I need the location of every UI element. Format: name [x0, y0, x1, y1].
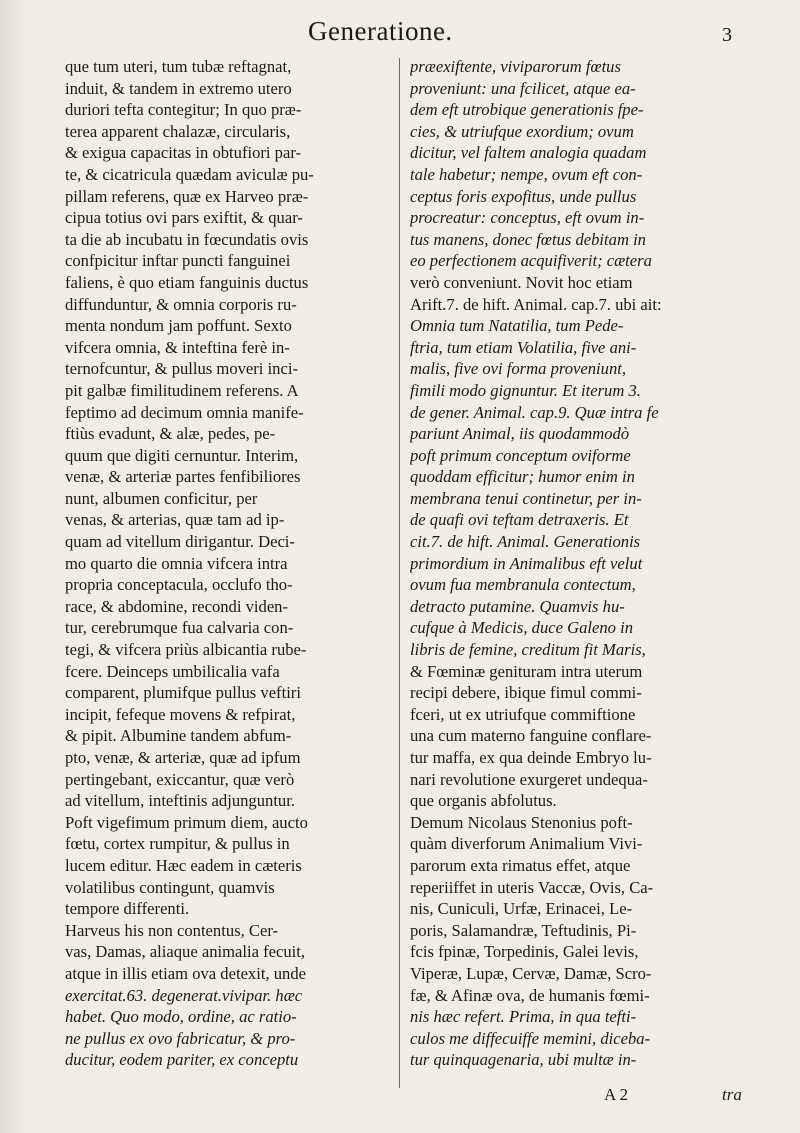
text-line: Viperæ, Lupæ, Cervæ, Damæ, Scro- [410, 963, 652, 983]
signature-mark: A 2 [604, 1085, 629, 1104]
text-line: cit.7. de hift. Animal. Generationis [410, 532, 641, 552]
text-line: primordium in Animalibus eft velut [410, 553, 643, 573]
text-line: menta nondum jam poffunt. Sexto [65, 316, 292, 336]
text-line: & Fœminæ genituram intra uterum [410, 661, 643, 681]
text-line: libris de femine, creditum fit Maris, [410, 640, 646, 660]
text-line: tur, cerebrumque fua calvaria con- [65, 618, 294, 638]
text-line: que tum uteri, tum tubæ reftagnat, [65, 57, 292, 76]
text-line: feptimo ad decimum omnia manife- [65, 402, 304, 422]
text-line: verò conveniunt. Novit hoc etiam [410, 272, 633, 292]
text-line: cufque à Medicis, duce Galeno in [410, 618, 634, 638]
text-line: tempore differenti. [65, 899, 190, 919]
text-line: race, & abdomine, recondi viden- [65, 596, 289, 616]
text-line: & exigua capacitas in obtufiori par- [65, 143, 302, 163]
text-line: confpicitur inftar puncti fanguinei [65, 251, 291, 271]
text-line: ducitur, eodem pariter, ex conceptu [65, 1050, 299, 1070]
text-line: nis hæc refert. Prima, in qua tefti- [410, 1007, 637, 1027]
text-line: ftiùs evadunt, & alæ, pedes, pe- [65, 424, 276, 444]
text-line: detracto putamine. Quamvis hu- [410, 596, 625, 616]
text-line: incipit, fefeque movens & refpirat, [65, 704, 296, 724]
text-line: poft primum conceptum oviforme [410, 445, 631, 465]
text-line: nis, Cuniculi, Urfæ, Erinacei, Le- [410, 899, 633, 919]
text-line: cies, & utriufque exordium; ovum [410, 121, 634, 141]
text-line: de quafi ovi teftam detraxeris. Et [410, 510, 629, 530]
text-line: dem eft utrobique generationis fpe- [410, 100, 644, 120]
text-line: dicitur, vel faltem analogia quadam [410, 143, 647, 163]
text-line: tale habetur; nempe, ovum eft con- [410, 164, 643, 184]
text-line: vas, Damas, aliaque animalia fecuit, [65, 942, 306, 962]
text-line: quum que digiti cernuntur. Interim, [65, 445, 299, 465]
text-line: vifcera omnia, & inteftina ferè in- [65, 337, 290, 357]
text-line: pillam referens, quæ ex Harveo præ- [65, 186, 309, 206]
text-line: Demum Nicolaus Stenonius poft- [410, 812, 633, 832]
text-line: ne pullus ex ovo fabricatur, & pro- [65, 1028, 296, 1048]
text-line: ftria, tum etiam Volatilia, five ani- [410, 337, 637, 357]
text-line: eo perfectionem acquifiverit; cætera [410, 251, 652, 271]
text-line: atque in illis etiam ova detexit, unde [65, 963, 307, 983]
text-line: mo quarto die omnia vifcera intra [65, 553, 288, 573]
text-line: habet. Quo modo, ordine, ac ratio- [65, 1007, 297, 1027]
text-line: malis, five ovi forma proveniunt, [410, 359, 626, 379]
catchword: tra [722, 1085, 742, 1104]
text-line: procreatur: conceptus, eft ovum in- [410, 208, 645, 228]
text-line: pto, venæ, & arteriæ, quæ ad ipfum [65, 748, 301, 767]
text-line: volatilibus contingunt, quamvis [65, 877, 275, 897]
text-line: nunt, albumen conficitur, per [65, 488, 258, 508]
text-line: ovum fua membranula contectum, [410, 575, 636, 595]
text-line: ad vitellum, inteftinis adjunguntur. [65, 791, 295, 811]
text-line: ta die ab incubatu in fœcundatis ovis [65, 229, 309, 249]
text-line: & pipit. Albumine tandem abfum- [65, 726, 292, 746]
text-line: propria conceptacula, occlufo tho- [65, 575, 293, 595]
text-line: nari revolutione exurgeret undequa- [410, 769, 648, 789]
text-line: tegi, & vifcera priùs albicantia rube- [65, 640, 307, 660]
text-line: que organis abfolutus. [410, 791, 557, 811]
text-line: venæ, & arteriæ partes fenfibiliores [65, 467, 301, 487]
running-title: Generatione. [308, 16, 453, 46]
text-line: parorum exta rimatus effet, atque [410, 855, 631, 875]
text-line: quàm diverforum Animalium Vivi- [410, 834, 643, 854]
text-line: una cum materno fanguine conflare- [410, 726, 652, 746]
text-line: præexiftente, viviparorum fœtus [410, 57, 621, 76]
text-line: tur quinquagenaria, ubi multæ in- [410, 1050, 637, 1070]
right-text-column [410, 56, 740, 1071]
text-line: pariunt Animal, iis quodammodò [410, 424, 630, 444]
text-line: fœtu, cortex rumpitur, & pullus in [65, 834, 290, 854]
text-line: membrana tenui continetur, per in- [410, 488, 642, 508]
text-line: tus manens, donec fœtus debitam in [410, 229, 646, 249]
text-line: fæ, & Afinæ ova, de humanis fœmi- [410, 985, 650, 1005]
text-line: fcere. Deinceps umbilicalia vafa [65, 661, 280, 681]
text-line: reperiiffet in uteris Vaccæ, Ovis, Ca- [410, 877, 654, 897]
page-number: 3 [722, 24, 732, 46]
text-line: culos me diffecuiffe memini, diceba- [410, 1028, 651, 1048]
text-line: diffunduntur, & omnia corporis ru- [65, 294, 297, 314]
text-line: comparent, plumifque pullus veftiri [65, 683, 301, 703]
text-line: tur maffa, ex qua deinde Embryo lu- [410, 748, 652, 767]
text-line: Poft vigefimum primum diem, aucto [65, 812, 308, 832]
text-line: pertingebant, exiccantur, quæ verò [65, 769, 295, 789]
binding-shadow [0, 0, 28, 1133]
text-line: de gener. Animal. cap.9. Quæ intra fe [410, 402, 659, 422]
page-header [0, 10, 800, 54]
text-line: lucem editur. Hæc eadem in cæteris [65, 855, 302, 875]
text-line: venas, & arterias, quæ tam ad ip- [65, 510, 285, 530]
text-line: faliens, è quo etiam fanguinis ductus [65, 272, 309, 292]
text-line: fcis fpinæ, Torpedinis, Galei levis, [410, 942, 639, 962]
left-text-column [65, 56, 395, 1071]
text-line: pit galbæ fimilitudinem referens. A [65, 380, 299, 400]
text-line: poris, Salamandræ, Teftudinis, Pi- [410, 920, 637, 940]
text-line: duriori tefta contegitur; In quo præ- [65, 100, 302, 120]
text-line: proveniunt: una fcilicet, atque ea- [410, 78, 636, 98]
text-line: te, & cicatricula quædam aviculæ pu- [65, 164, 314, 184]
text-line: Harveus his non contentus, Cer- [65, 920, 279, 940]
text-line: fceri, ut ex utriufque commiftione [410, 704, 636, 724]
text-line: quam ad vitellum dirigantur. Deci- [65, 532, 295, 552]
text-line: fimili modo gignuntur. Et iterum 3. [410, 380, 641, 400]
text-line: induit, & tandem in extremo utero [65, 78, 292, 98]
text-line: recipi debere, ibique fimul commi- [410, 683, 642, 703]
text-line: quoddam efficitur; humor enim in [410, 467, 635, 487]
text-line: exercitat.63. degenerat.vivipar. hæc [65, 985, 303, 1005]
text-line: cipua totius ovi pars exiftit, & quar- [65, 208, 303, 228]
text-line: Arift.7. de hift. Animal. cap.7. ubi ait: [410, 294, 662, 314]
column-divider [399, 58, 400, 1088]
text-line: ceptus foris expofitus, unde pullus [410, 186, 637, 206]
text-line: Omnia tum Natatilia, tum Pede- [410, 316, 624, 336]
text-line: ternofcuntur, & pullus moveri inci- [65, 359, 298, 379]
text-line: terea apparent chalazæ, circularis, [65, 121, 291, 141]
